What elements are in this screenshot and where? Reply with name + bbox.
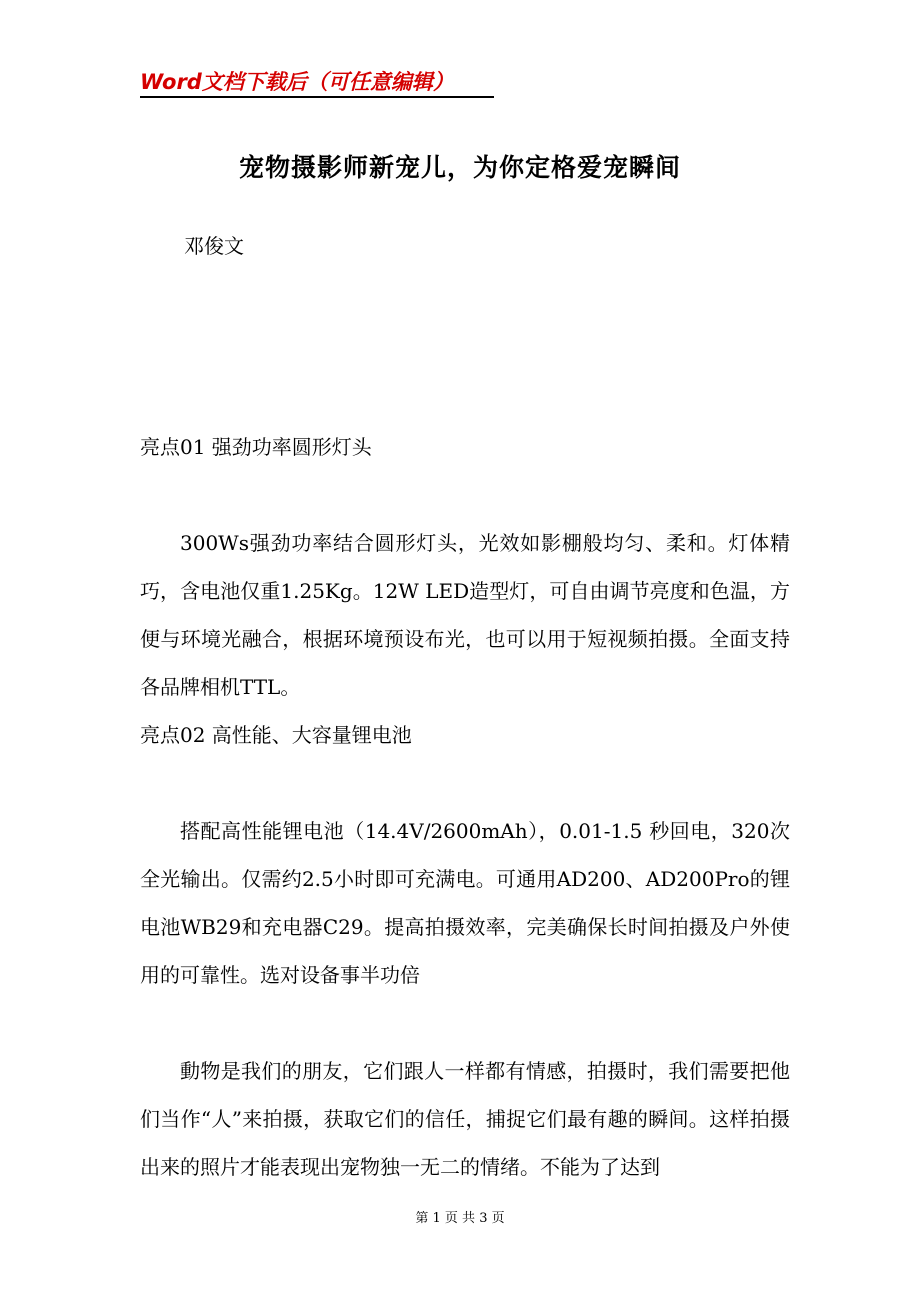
section-heading-1: 亮点01 强劲功率圆形灯头	[140, 435, 372, 459]
document-title: 宠物摄影师新宠儿，为你定格爱宠瞬间	[238, 153, 681, 182]
section-heading-2: 亮点02 高性能、大容量锂电池	[140, 723, 412, 747]
document-body	[140, 423, 790, 1191]
closing-paragraph: 動物是我们的朋友，它们跟人一样都有情感，拍摄时，我们需要把他们当作“人”来拍摄，获取它们的信任，捕捉它们最有趣的瞬间。这样拍摄出来的照片才能表现出宠物独一无二的情绪。不能为了达到	[140, 1059, 790, 1179]
section-paragraph-2: 搭配高性能锂电池（14.4V/2600mAh），0.01-1.5 秒回电，320次全光输出。仅需约2.5小时即可充满电。可通用AD200、AD200Pro的锂电池WB29和充电器C29。提高拍摄效率，完美确保长时间拍摄及户外使用的可靠性。选对设备事半功倍	[140, 819, 790, 987]
spacer	[140, 999, 790, 1047]
spacer	[140, 471, 790, 519]
download-banner-text: Word文档下载后（可任意编辑）	[140, 70, 454, 94]
page-number: 第 1 页 共 3 页	[415, 1211, 505, 1226]
download-banner	[140, 64, 494, 98]
spacer	[140, 759, 790, 807]
author-name: 邓俊文	[184, 234, 244, 258]
section-paragraph-1: 300Ws强劲功率结合圆形灯头，光效如影棚般均匀、柔和。灯体精巧，含电池仅重1.25Kg。12W LED造型灯，可自由调节亮度和色温，方便与环境光融合，根据环境预设布光，也可以用于短视频拍摄。全面支持各品牌相机TTL。	[140, 531, 790, 699]
